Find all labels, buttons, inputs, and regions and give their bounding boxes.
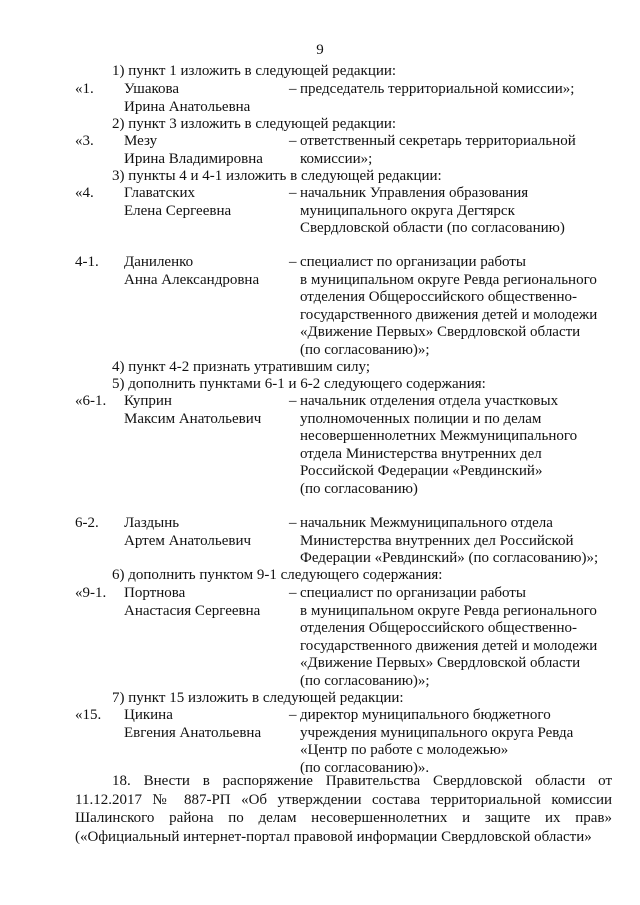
entry-role-line: «Движение Первых» Свердловской области bbox=[300, 324, 581, 340]
entry-surname: Главатских bbox=[124, 185, 196, 201]
entry-role-line: в муниципальном округе Ревда регионального bbox=[300, 272, 597, 288]
subpoint-5: 5) дополнить пунктами 6-1 и 6-2 следующего содержания: bbox=[112, 376, 486, 392]
entry-number: 6-2. bbox=[75, 515, 99, 531]
subpoint-3: 3) пункты 4 и 4-1 изложить в следующей редакции: bbox=[112, 168, 442, 184]
entry-surname: Куприн bbox=[124, 393, 172, 409]
entry-dash: – bbox=[289, 185, 297, 201]
entry-role-line: начальник отделения отдела участковых bbox=[300, 393, 559, 409]
entry-given-names: Ирина Владимировна bbox=[124, 151, 263, 167]
subpoint-2: 2) пункт 3 изложить в следующей редакции: bbox=[112, 116, 397, 132]
entry-role-line: (по согласованию)»; bbox=[300, 673, 430, 689]
entry-role-line: государственного движения детей и молодежи bbox=[300, 307, 598, 323]
entry-role-line: Министерства внутренних дел Российской bbox=[300, 533, 574, 549]
entry-role-line: отдела Министерства внутренних дел bbox=[300, 446, 542, 462]
entry-role-line: председатель территориальной комиссии»; bbox=[300, 81, 575, 97]
entry-role-line: муниципального округа Дегтярск bbox=[300, 203, 515, 219]
entry-dash: – bbox=[289, 515, 297, 531]
entry-role-line: несовершеннолетних Межмуниципального bbox=[300, 428, 578, 444]
entry-number: «15. bbox=[75, 707, 102, 723]
subpoint-6: 6) дополнить пунктом 9-1 следующего содержания: bbox=[112, 567, 443, 583]
entry-role-line: учреждения муниципального округа Ревда bbox=[300, 725, 574, 741]
entry-surname: Даниленко bbox=[124, 254, 194, 270]
entry-number: «4. bbox=[75, 185, 94, 201]
paragraph-18: 18. Внести в распоряжение Правительства Свердловской области от 11.12.2017 № 887-РП «Об утверждении состава территориальной комиссии Шалинского района по делам несовершеннолетних и защите их прав» («Официальный интернет-портал правовой информации Свердловской области» bbox=[75, 773, 612, 845]
entry-surname: Цикина bbox=[124, 707, 173, 723]
entry-role-line: «Центр по работе с молодежью» bbox=[300, 742, 509, 758]
entry-dash: – bbox=[289, 133, 297, 149]
entry-role-line: специалист по организации работы bbox=[300, 585, 526, 601]
entry-role-line: в муниципальном округе Ревда регионального bbox=[300, 603, 597, 619]
entry-role-line: комиссии»; bbox=[300, 151, 373, 167]
entry-given-names: Ирина Анатольевна bbox=[124, 99, 251, 115]
entry-dash: – bbox=[289, 585, 297, 601]
entry-number: «1. bbox=[75, 81, 94, 97]
entry-given-names: Елена Сергеевна bbox=[124, 203, 232, 219]
entry-role-line: отделения Общероссийского общественно- bbox=[300, 620, 578, 636]
entry-role-line: (по согласованию)». bbox=[300, 760, 430, 776]
entry-given-names: Анна Александровна bbox=[124, 272, 260, 288]
entry-surname: Мезу bbox=[124, 133, 158, 149]
entry-given-names: Евгения Анатольевна bbox=[124, 725, 262, 741]
page-number: 9 bbox=[316, 42, 324, 58]
entry-role-line: специалист по организации работы bbox=[300, 254, 526, 270]
entry-role-line: директор муниципального бюджетного bbox=[300, 707, 551, 723]
entry-role-line: ответственный секретарь территориальной bbox=[300, 133, 576, 149]
subpoint-7: 7) пункт 15 изложить в следующей редакции: bbox=[112, 690, 404, 706]
entry-role-line: Свердловской области (по согласованию) bbox=[300, 220, 565, 236]
subpoint-4: 4) пункт 4-2 признать утратившим силу; bbox=[112, 359, 370, 375]
entry-role-line: (по согласованию) bbox=[300, 481, 418, 497]
entry-role-line: (по согласованию)»; bbox=[300, 342, 430, 358]
subpoint-1: 1) пункт 1 изложить в следующей редакции: bbox=[112, 63, 397, 79]
entry-role-line: начальник Межмуниципального отдела bbox=[300, 515, 553, 531]
entry-role-line: уполномоченных полиции и по делам bbox=[300, 411, 542, 427]
entry-dash: – bbox=[289, 393, 297, 409]
entry-role-line: начальник Управления образования bbox=[300, 185, 529, 201]
entry-number: 4-1. bbox=[75, 254, 99, 270]
entry-dash: – bbox=[289, 254, 297, 270]
entry-number: «3. bbox=[75, 133, 94, 149]
entry-role-line: Российской Федерации «Ревдинский» bbox=[300, 463, 543, 479]
entry-dash: – bbox=[289, 707, 297, 723]
entry-number: «9-1. bbox=[75, 585, 107, 601]
entry-surname: Ушакова bbox=[124, 81, 180, 97]
entry-number: «6-1. bbox=[75, 393, 107, 409]
entry-surname: Портнова bbox=[124, 585, 186, 601]
entry-given-names: Артем Анатольевич bbox=[124, 533, 252, 549]
entry-given-names: Максим Анатольевич bbox=[124, 411, 262, 427]
entry-role-line: «Движение Первых» Свердловской области bbox=[300, 655, 581, 671]
entry-role-line: государственного движения детей и молодежи bbox=[300, 638, 598, 654]
entry-role-line: отделения Общероссийского общественно- bbox=[300, 289, 578, 305]
entry-given-names: Анастасия Сергеевна bbox=[124, 603, 261, 619]
entry-role-line: Федерации «Ревдинский» (по согласованию)»; bbox=[300, 550, 599, 566]
entry-dash: – bbox=[289, 81, 297, 97]
entry-surname: Лаздынь bbox=[124, 515, 180, 531]
